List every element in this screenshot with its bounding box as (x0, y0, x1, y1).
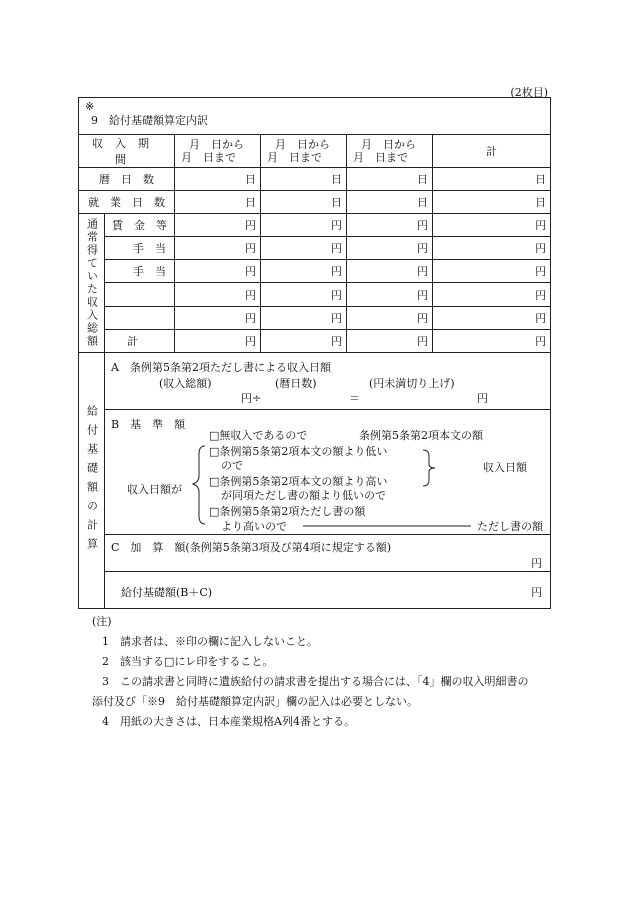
total-yen: 円 (531, 586, 543, 599)
allowance1-total: 円 (433, 237, 551, 260)
wage-2: 円 (261, 214, 347, 237)
section-title: 9 給付基礎額算定内訳 (91, 114, 208, 127)
b-daily-label: 収入日額が (127, 483, 182, 496)
a-sub-days: (暦日数) (275, 377, 317, 390)
period-col-3: 月 日から 月 日まで (347, 135, 433, 168)
blank1-1: 円 (175, 283, 261, 306)
blank1-total: 円 (433, 283, 551, 306)
work-days-1: 日 (175, 191, 261, 214)
wage-1: 円 (175, 214, 261, 237)
a-sub-income: (収入総額) (159, 377, 212, 390)
a-sub-round: (円未満切り上げ) (369, 377, 455, 390)
wage-total: 円 (433, 214, 551, 237)
b-braces (105, 410, 571, 534)
blank2-total: 円 (433, 306, 551, 329)
total-label: 給付基礎額(B＋C) (121, 586, 213, 599)
blank-label-2 (105, 306, 175, 329)
allowance2-1: 円 (175, 260, 261, 283)
b-opt3-line2: が同項ただし書の額より低いので (221, 489, 386, 502)
allowance2-2: 円 (261, 260, 347, 283)
work-days-2: 日 (261, 191, 347, 214)
blank2-3: 円 (347, 306, 433, 329)
b-opt4-line1: □条例第5条第2項ただし書の額 (209, 505, 366, 518)
income-total-1: 円 (175, 329, 261, 352)
calendar-days-total: 日 (433, 168, 551, 191)
b-opt4-line2: より高いので (221, 520, 287, 533)
allowance1-1: 円 (175, 237, 261, 260)
notes (92, 612, 562, 732)
a-title: A 条例第5条第2項ただし書による収入日額 (111, 361, 331, 374)
calendar-days-2: 日 (261, 168, 347, 191)
income-side-label: 通常得ていた収入総額 (79, 214, 105, 353)
section-total (105, 572, 551, 609)
b-title: B 基 準 額 (111, 418, 186, 431)
section-c (105, 535, 551, 572)
b-opt1: □無収入であるので (209, 429, 308, 442)
c-title: C 加 算 額(条例第5条第3項及び第4項に規定する額) (111, 541, 391, 554)
blank2-2: 円 (261, 306, 347, 329)
work-days-total: 日 (433, 191, 551, 214)
income-total-2: 円 (261, 329, 347, 352)
period-label: 収入期間 (79, 135, 175, 168)
period-total: 計 (433, 135, 551, 168)
calc-side-label: 給付基礎額の計算 (79, 353, 105, 609)
allowance1-3: 円 (347, 237, 433, 260)
blank-label-1 (105, 283, 175, 306)
b-opt3-line1: □条例第5条第2項本文の額より高い (209, 475, 388, 488)
a-div: 円÷ (241, 392, 262, 405)
note-2: 2 該当する□にレ印をすること。 (102, 655, 274, 668)
section-b (105, 410, 551, 535)
period-col-2: 月 日から 月 日まで (261, 135, 347, 168)
calendar-days-1: 日 (175, 168, 261, 191)
b-opt1-result: 条例第5条第2項本文の額 (359, 429, 483, 442)
allowance-label-1: 手 当 (105, 237, 175, 260)
benefit-calculation-table (78, 97, 551, 609)
page-number: (2枚目) (510, 86, 548, 99)
work-days-label: 就 業 日 数 (79, 191, 175, 214)
section-a (105, 353, 551, 410)
a-yen: 円 (477, 392, 488, 405)
allowance2-total: 円 (433, 260, 551, 283)
calendar-days-label: 暦 日 数 (79, 168, 175, 191)
section-header (79, 98, 551, 135)
wage-label: 賃 金 等 (105, 214, 175, 237)
note-4: 4 用紙の大きさは、日本産業規格A列4番とする。 (102, 715, 355, 728)
b-opt2-line2: ので (221, 459, 243, 472)
a-eq: ＝ (349, 392, 360, 405)
period-col-1: 月 日から 月 日まで (175, 135, 261, 168)
b-opt4-result: ただし書の額 (477, 520, 543, 533)
note-1: 1 請求者は、※印の欄に記入しないこと。 (102, 635, 318, 648)
income-total-label: 計 (105, 329, 175, 352)
note-3b: 添付及び「※9 給付基礎額算定内訳」欄の記入は必要としない。 (92, 695, 418, 708)
allowance-label-2: 手 当 (105, 260, 175, 283)
confidential-mark: ※ (85, 100, 95, 113)
b-opt2-line1: □条例第5条第2項本文の額より低い (209, 445, 388, 458)
blank2-1: 円 (175, 306, 261, 329)
blank1-3: 円 (347, 283, 433, 306)
income-total-3: 円 (347, 329, 433, 352)
notes-title: (注) (92, 615, 112, 628)
allowance1-2: 円 (261, 237, 347, 260)
wage-3: 円 (347, 214, 433, 237)
work-days-3: 日 (347, 191, 433, 214)
calendar-days-3: 日 (347, 168, 433, 191)
b-result-daily: 収入日額 (483, 461, 527, 474)
allowance2-3: 円 (347, 260, 433, 283)
note-3a: 3 この請求書と同時に遺族給付の請求書を提出する場合には、「4」欄の収入明細書の (102, 675, 529, 688)
blank1-2: 円 (261, 283, 347, 306)
c-yen: 円 (531, 557, 543, 570)
income-total-total: 円 (433, 329, 551, 352)
